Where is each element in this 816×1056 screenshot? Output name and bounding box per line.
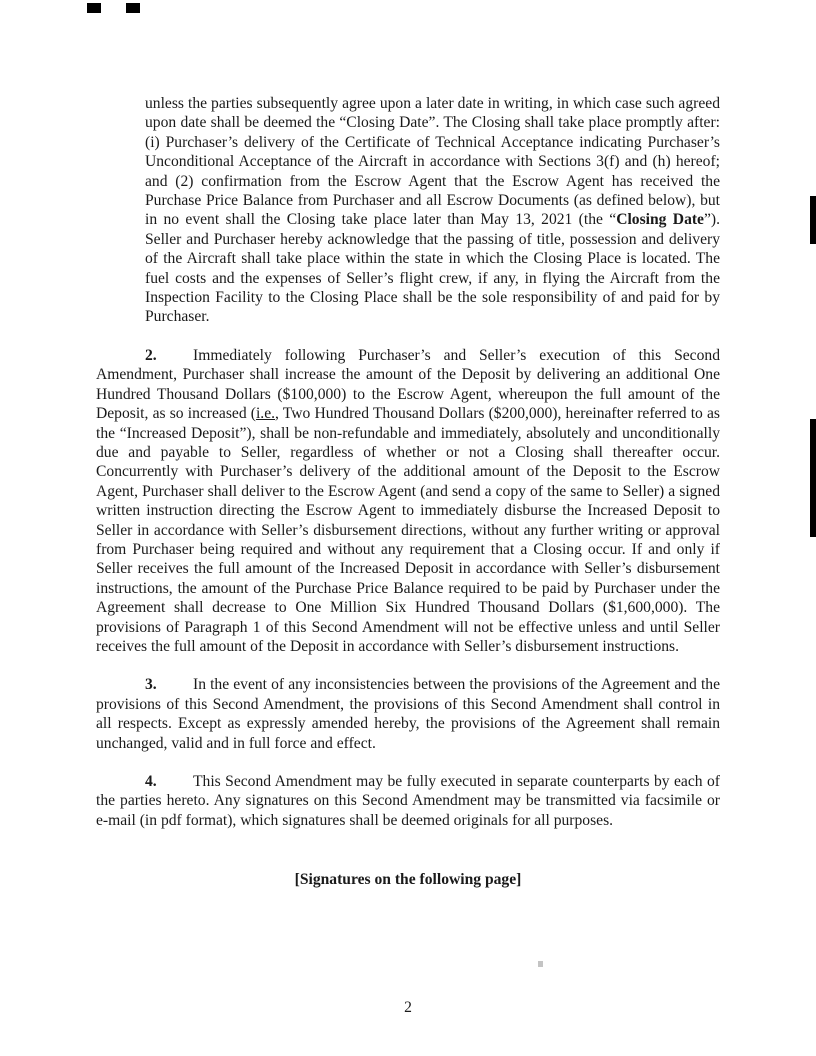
scan-artifact [810, 196, 816, 244]
text-run: Closing Date [616, 211, 704, 229]
text-run: Immediately following Purchaser’s and Seller’s execution of this Second Amendment, Purchaser shall increase the amount of the Deposit by delivering an additional One Hundred Thousand Dollars ($100,000) to the Escrow Agent, whereupon the full amount of the Deposit, as so increased ( [96, 346, 720, 423]
paragraphs [96, 346, 720, 830]
text-run: ”). Seller and Purchaser hereby acknowledge that the passing of title, possession and delivery of the Aircraft shall take place within the state in which the Closing Place is located. The fuel costs and the expenses of Seller’s flight crew, if any, in flying the Aircraft from the Inspection Facility to the Closing Place shall be the sole responsibility of and paid for by Purchaser. [145, 211, 720, 326]
scan-artifact [538, 961, 543, 967]
paragraph-number: 2. [145, 346, 157, 364]
signatures-note: [Signatures on the following page] [294, 871, 522, 889]
text-run: , Two Hundred Thousand Dollars ($200,000), hereinafter referred to as the “Increased Deposit”), shall be non-refundable and immediately, absolutely and unconditionally due and payable to Seller, regardless of whether or not a Closing shall thereafter occur. Concurrently with Purchaser’s delivery of the additional amount of the Deposit to the Escrow Agent, Purchaser shall deliver to the Escrow Agent (and send a copy of the same to Seller) a signed written instruction directing the Escrow Agent to immediately disburse the Increased Deposit to Seller in accordance with Seller’s disbursement directions, without any further writing or approval from Purchaser being required and without any requirement that a Closing occur. If and only if Seller receives the full amount of the Increased Deposit in accordance with Seller’s disbursement instructions, the amount of the Purchase Price Balance required to be paid by Purchaser under the Agreement shall decrease to One Million Six Hundred Thousand Dollars ($1,600,000). The provisions of Paragraph 1 of this Second Amendment will not be effective unless and until Seller receives the full amount of the Deposit in accordance with Seller’s disbursement instructions. [96, 405, 720, 655]
text-run: This Second Amendment may be fully executed in separate counterparts by each of the parties hereto. Any signatures on this Second Amendment may be transmitted via facsimile or e-mail (in pdf format), which signatures shall be deemed originals for all purposes. [96, 773, 720, 829]
text-run: i.e. [255, 405, 276, 423]
numbered-paragraph [96, 772, 720, 830]
scan-artifact [810, 419, 816, 537]
numbered-paragraph [96, 675, 720, 753]
paragraph-number: 4. [145, 773, 157, 790]
text-run: unless the parties subsequently agree upon a later date in writing, in which case such agreed upon date shall be deemed the “Closing Date”. The Closing shall take place promptly after: (i) Purchaser’s delivery of the Certificate of Technical Acceptance indicating Purchaser’s Unconditional Acceptance of the Aircraft in accordance with Sections 3(f) and (h) hereof; and (2) confirmation from the Escrow Agent that the Escrow Agent has received the Purchase Price Balance from Purchaser and all Escrow Documents (as defined below), but in no event shall the Closing take place later than May 13, 2021 (the “ [145, 95, 720, 229]
text-run: In the event of any inconsistencies between the provisions of the Agreement and the provisions of this Second Amendment, the provisions of this Second Amendment shall control in all respects. Except as expressly amended hereby, the provisions of the Agreement shall remain unchanged, valid and in full force and effect. [96, 676, 720, 752]
scan-artifact [87, 3, 101, 13]
indented-block [145, 94, 720, 327]
numbered-paragraph [96, 346, 720, 657]
scan-artifact [126, 3, 140, 13]
paragraph-number: 3. [145, 676, 157, 694]
page-number: 2 [404, 999, 412, 1016]
document-content [96, 94, 720, 890]
paragraph-text [96, 347, 720, 655]
